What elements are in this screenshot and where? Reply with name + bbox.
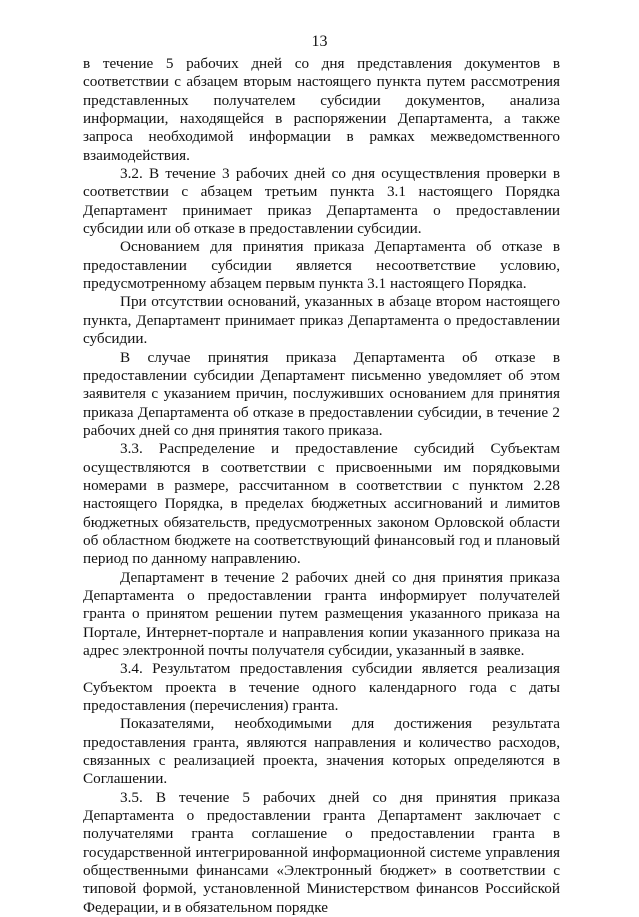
paragraph: Основанием для принятия приказа Департамента об отказе в предоставлении субсидии является несоответствие условию, предусмотренному абзацем первым пункта 3.1 настоящего Порядка.	[83, 238, 560, 293]
paragraph: 3.4. Результатом предоставления субсидии является реализация Субъектом проекта в течение одного календарного года с даты предоставления (перечисления) гранта.	[83, 660, 560, 715]
paragraph: В случае принятия приказа Департамента об отказе в предоставлении субсидии Департамент письменно уведомляет об этом заявителя с указанием причин, послуживших основанием для принятия приказа Департамента об отказе в предоставлении субсидии, в течение 2 рабочих дней со дня принятия такого приказа.	[83, 348, 560, 439]
paragraph: Департамент в течение 2 рабочих дней со дня принятия приказа Департамента о предоставлении гранта информирует получателей гранта о принятом решении путем размещения указанного приказа на Портале, Интернет-портале и направления копии указанного приказа на адрес электронной почты получателя субсидии, указанный в заявке.	[83, 568, 560, 659]
paragraph: При отсутствии оснований, указанных в абзаце втором настоящего пункта, Департамент принимает приказ Департамента о предоставлении субсидии.	[83, 293, 560, 348]
paragraph: 3.2. В течение 3 рабочих дней со дня осуществления проверки в соответствии с абзацем третьим пункта 3.1 настоящего Порядка Департамент принимает приказ Департамента о предоставлении субсидии или об отказе в предоставлении субсидии.	[83, 165, 560, 238]
document-body	[83, 55, 560, 917]
page-number: 13	[311, 33, 328, 50]
paragraph: в течение 5 рабочих дней со дня представления документов в соответствии с абзацем вторым настоящего пункта путем рассмотрения представленных получателем субсидии документов, анализа информации, находящейся в распоряжении Департамента, а также запроса необходимой информации в рамках межведомственного взаимодействия.	[83, 55, 560, 164]
paragraph: 3.3. Распределение и предоставление субсидий Субъектам осуществляются в соответствии с присвоенными им порядковыми номерами в размере, рассчитанном в соответствии с пунктом 2.28 настоящего Порядка, в пределах бюджетных ассигнований и лимитов бюджетных обязательств, предусмотренных законом Орловской области об областном бюджете на соответствующий финансовый год и плановый период по данному направлению.	[83, 440, 560, 568]
paragraph: 3.5. В течение 5 рабочих дней со дня принятия приказа Департамента о предоставлении гранта Департамент заключает с получателями гранта соглашение о предоставлении гранта в государственной интегрированной информационной системе управления общественными финансами «Электронный бюджет» в соответствии с типовой формой, установленной Министерством финансов Российской Федерации, и в обязательном порядке	[83, 788, 560, 916]
paragraph: Показателями, необходимыми для достижения результата предоставления гранта, являются направления и количество расходов, связанных с реализацией проекта, значения которых определяются в Соглашении.	[83, 715, 560, 788]
